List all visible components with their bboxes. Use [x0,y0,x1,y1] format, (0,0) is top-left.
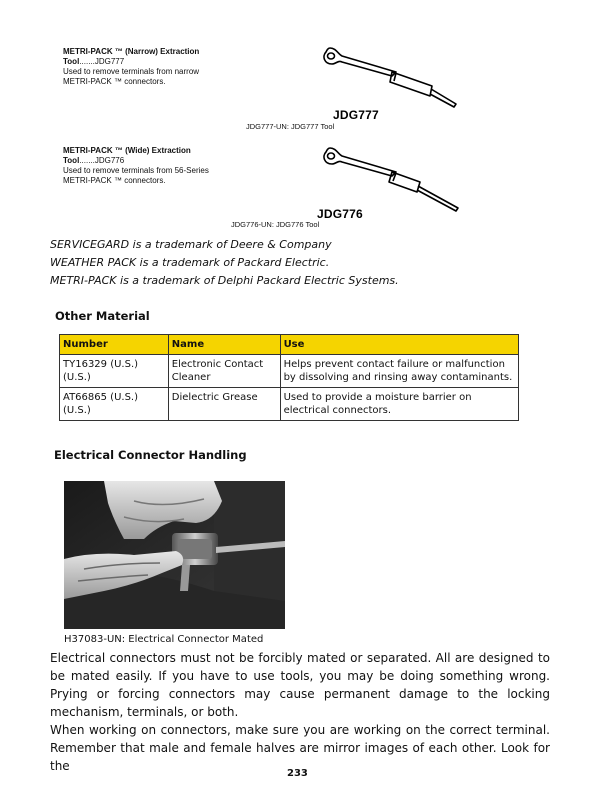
connector-handling-heading: Electrical Connector Handling [54,448,247,462]
trademark-notes [50,236,570,290]
connector-paragraph-2: When working on connectors, make sure you are working on the correct terminal. Remember that male and female halves are mirror images of each other. Look for the [50,723,550,773]
table-cell-use: Helps prevent contact failure or malfunction by dissolving and rinsing away contaminants. [280,355,518,388]
table-cell-use: Used to provide a moisture barrier on electrical connectors. [280,388,518,421]
tool-wide-desc-1: Used to remove terminals from 56-Series [63,166,209,175]
trademark-line: WEATHER PACK is a trademark of Packard Electric. [50,256,330,269]
table-cell-name: Electronic Contact Cleaner [168,355,280,388]
jdg777-caption: JDG777-UN: JDG777 Tool [246,122,335,131]
tool-wide-description [63,146,263,186]
trademark-line: SERVICEGARD is a trademark of Deere & Company [50,238,332,251]
jdg777-tool-drawing [318,42,478,114]
tool-narrow-description [63,47,253,87]
tool-narrow-title-line2: Tool.......JDG777 [63,57,125,66]
table-cell-number: AT66865 (U.S.) (U.S.) [60,388,169,421]
connector-figure-caption: H37083-UN: Electrical Connector Mated [64,634,264,645]
column-header: Number [60,335,169,355]
tool-narrow-desc-1: Used to remove terminals from narrow [63,67,200,76]
other-material-heading: Other Material [55,309,150,323]
table-header-row [60,335,519,355]
tool-wide-title-line2: Tool.......JDG776 [63,156,125,165]
jdg776-caption: JDG776-UN: JDG776 Tool [231,220,320,229]
table-cell-number: TY16329 (U.S.) (U.S.) [60,355,169,388]
other-material-table [59,334,519,421]
jdg777-drawing-label: JDG777 [333,108,379,122]
connector-paragraph-1: Electrical connectors must not be forcibly mated or separated. All are designed to be mated easily. If you have to use tools, you may be doing something wrong. Prying or forcing connectors may cause permanent damage to the locking mechanism, terminals, or both. [50,651,550,719]
trademark-line: METRI-PACK is a trademark of Delphi Packard Electric Systems. [50,274,399,287]
column-header: Name [168,335,280,355]
connector-mated-photo [64,481,285,629]
table-row [60,355,519,388]
tool-wide-desc-2: METRI-PACK ™ connectors. [63,176,166,185]
table-row [60,388,519,421]
tool-narrow-desc-2: METRI-PACK ™ connectors. [63,77,166,86]
tool-wide-title: METRI-PACK ™ (Wide) Extraction [63,146,191,155]
jdg776-tool-drawing [318,142,468,214]
jdg776-drawing-label: JDG776 [317,207,363,221]
tool-narrow-title: METRI-PACK ™ (Narrow) Extraction [63,47,200,56]
column-header: Use [280,335,518,355]
page-number: 233 [287,768,308,779]
table-cell-name: Dielectric Grease [168,388,280,421]
